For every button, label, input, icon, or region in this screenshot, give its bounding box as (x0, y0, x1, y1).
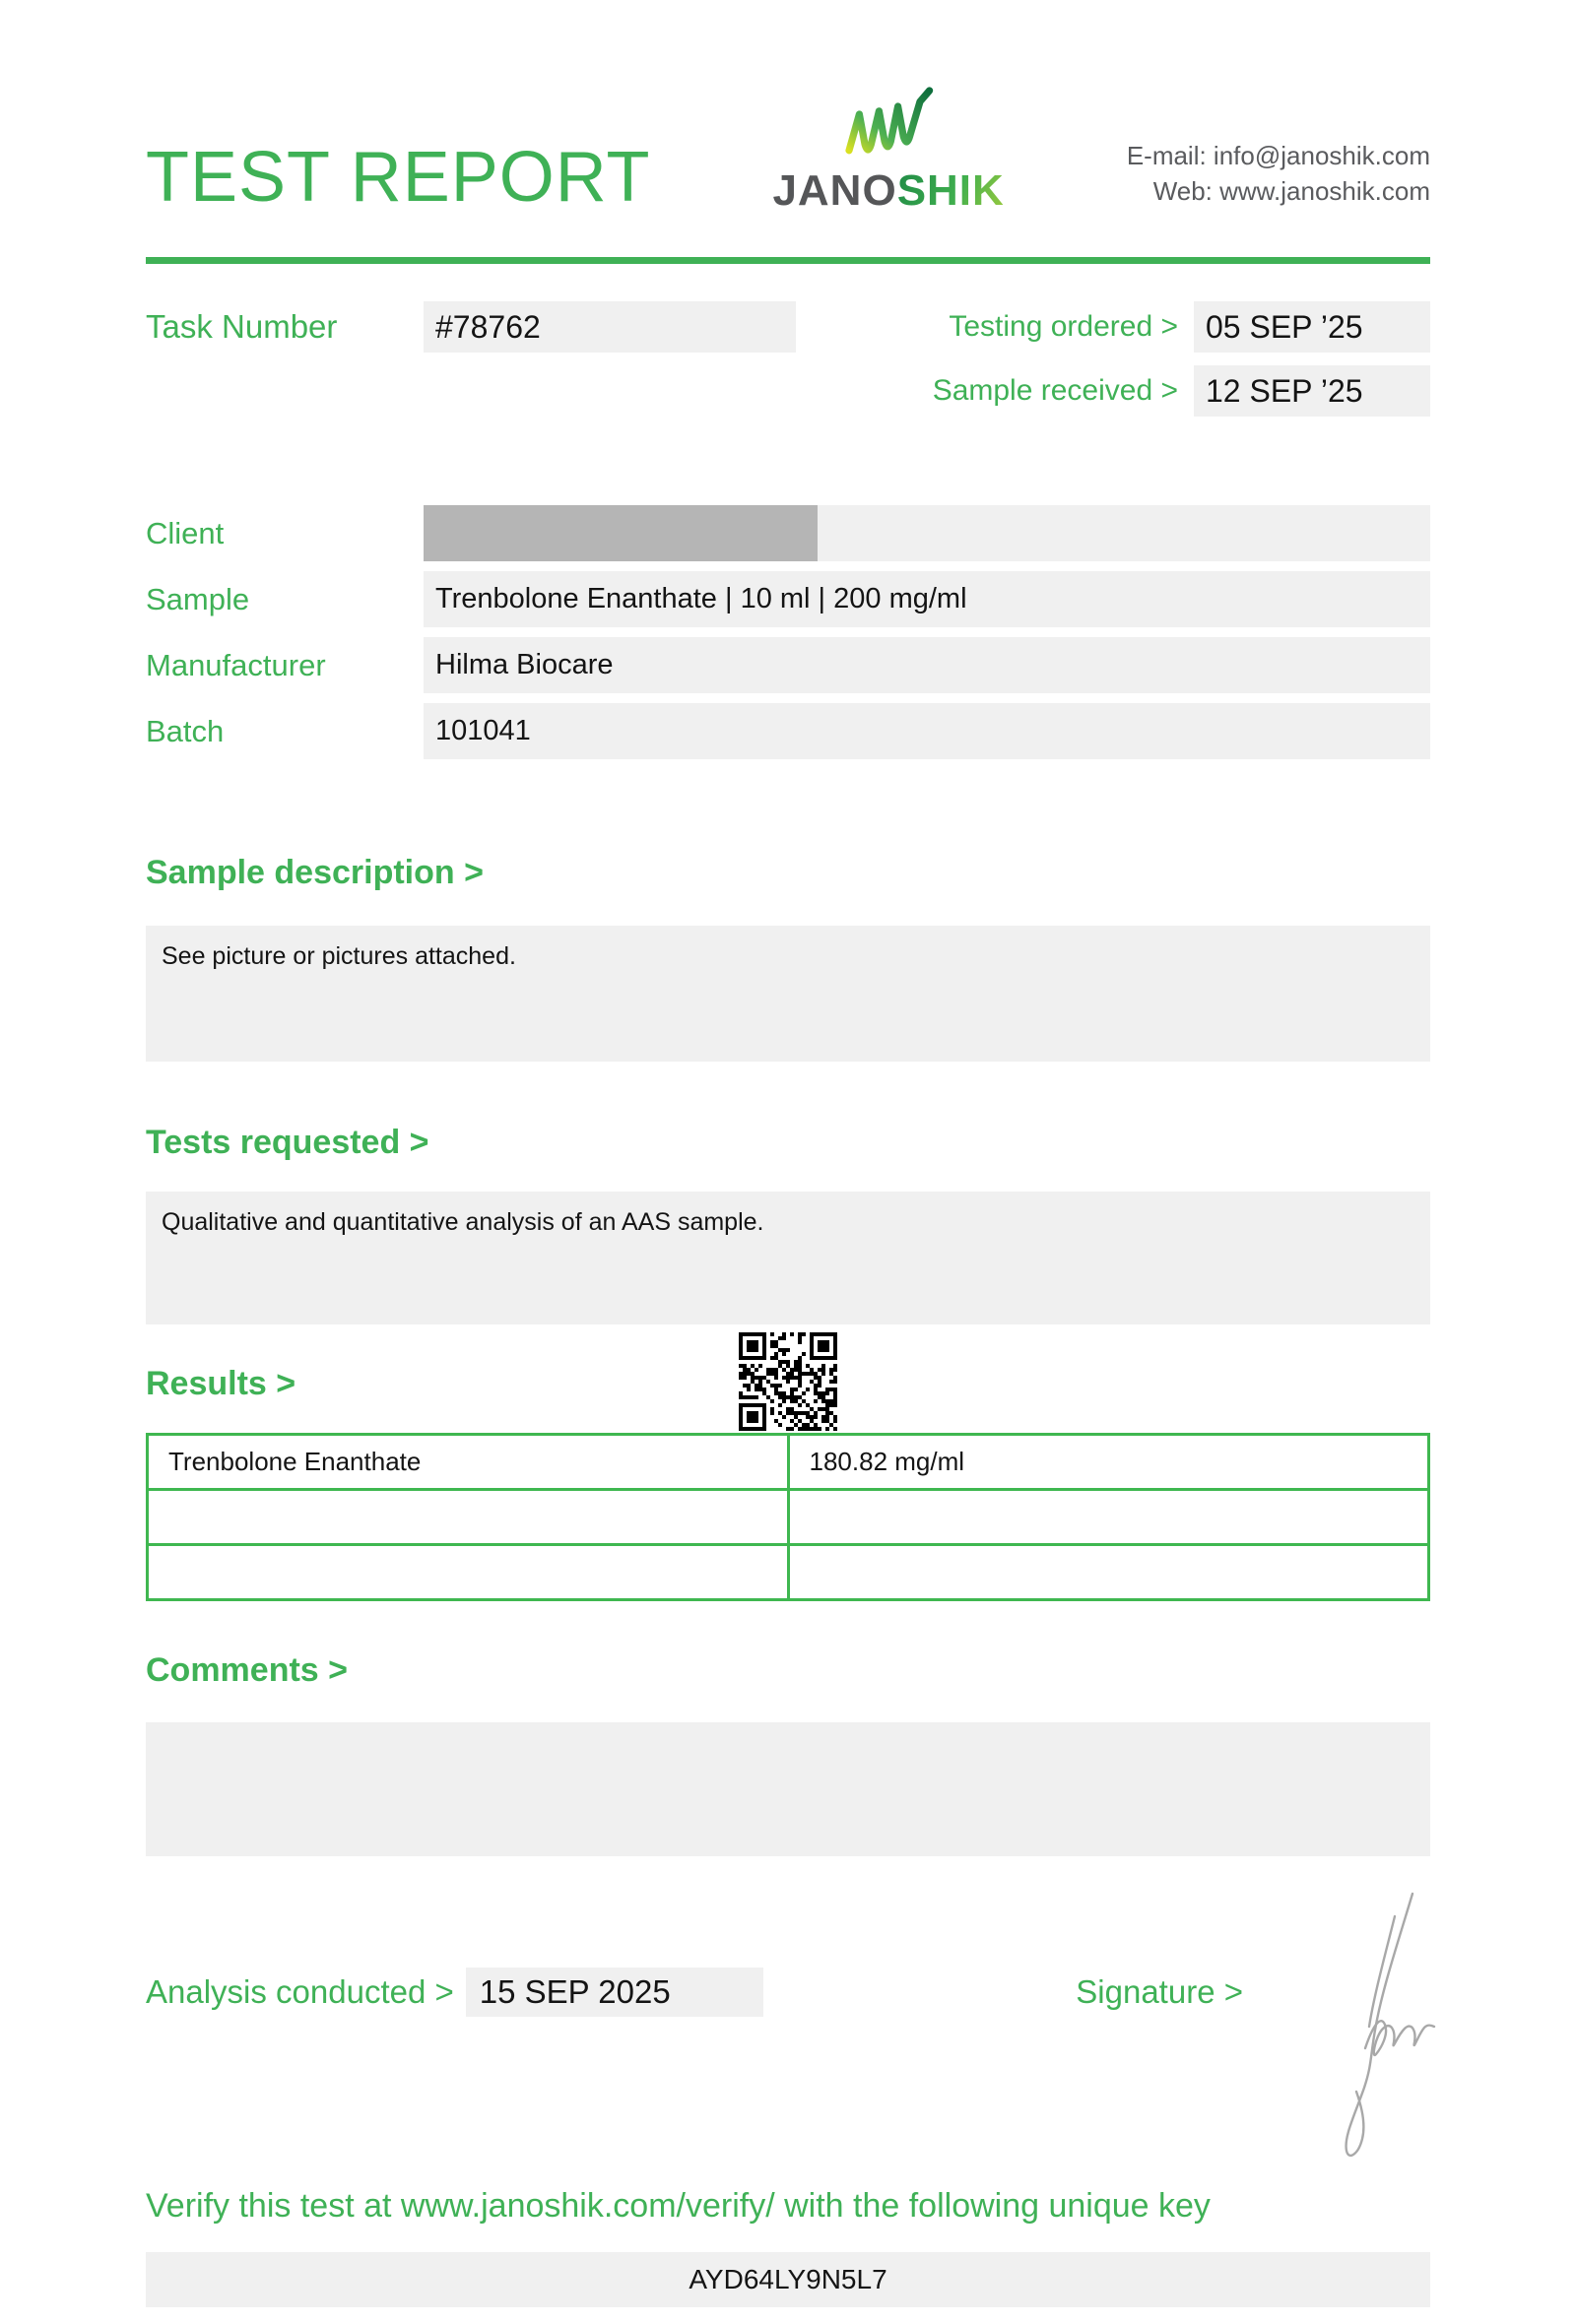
logo-word-green: SHIK (896, 166, 1005, 215)
sample-description-box: See picture or pictures attached. (146, 926, 1430, 1062)
client-label: Client (146, 516, 225, 550)
task-number-label: Task Number (146, 308, 338, 345)
results-row (148, 1435, 1429, 1490)
signature-image (1316, 1889, 1436, 2169)
results-row (148, 1490, 1429, 1545)
sample-description-heading: Sample description > (146, 854, 484, 891)
analysis-date-value: 15 SEP 2025 (466, 1968, 763, 2017)
manufacturer-value: Hilma Biocare (424, 637, 1430, 693)
client-row (146, 505, 1430, 561)
client-redaction-box (424, 505, 818, 561)
tests-requested-box: Qualitative and quantitative analysis of an AAS sample. (146, 1192, 1430, 1324)
batch-row (146, 703, 1430, 759)
batch-label: Batch (146, 714, 225, 748)
analysis-conducted-label: Analysis conducted > (146, 1973, 454, 2010)
growth-chart-icon (841, 81, 936, 163)
verify-instruction: Verify this test at www.janoshik.com/verify/ with the following unique key (146, 2187, 1211, 2225)
comments-heading: Comments > (146, 1651, 348, 1689)
email-line: E-mail: info@janoshik.com (1126, 141, 1430, 170)
sample-received-label: Sample received > (932, 374, 1178, 407)
results-section (146, 1364, 1430, 1601)
batch-value: 101041 (424, 703, 1430, 759)
result-value-cell (788, 1545, 1429, 1600)
logo-wordmark (772, 166, 1005, 215)
results-table (146, 1433, 1430, 1601)
janoshik-logo (772, 81, 1004, 213)
header-divider (146, 257, 1430, 264)
page-title: TEST REPORT (146, 138, 651, 217)
tests-requested-heading: Tests requested > (146, 1124, 429, 1161)
sample-value: Trenbolone Enanthate | 10 ml | 200 mg/ml (424, 571, 1430, 627)
contact-block (1127, 138, 1430, 213)
web-line: Web: www.janoshik.com (1152, 176, 1430, 206)
logo-word-dark: JANO (772, 166, 897, 215)
result-value-cell: 180.82 mg/ml (788, 1435, 1429, 1490)
report-header (146, 79, 1430, 217)
unique-key-box: AYD64LY9N5L7 (146, 2252, 1430, 2307)
client-value (424, 505, 1430, 561)
qr-code (739, 1332, 837, 1431)
sample-details-section (146, 505, 1430, 759)
analysis-section (146, 1968, 1430, 2017)
results-row (148, 1545, 1429, 1600)
sample-received-date: 12 SEP ’25 (1194, 365, 1430, 417)
testing-ordered-date: 05 SEP ’25 (1194, 301, 1430, 353)
dates-block (933, 301, 1430, 417)
manufacturer-label: Manufacturer (146, 648, 326, 682)
sample-received-row (933, 365, 1430, 417)
signature-label: Signature > (1076, 1973, 1243, 2010)
sample-row (146, 571, 1430, 627)
results-heading: Results > (146, 1365, 296, 1402)
sample-label: Sample (146, 582, 250, 616)
result-substance-cell (148, 1545, 789, 1600)
task-section (146, 301, 1430, 417)
testing-ordered-label: Testing ordered > (949, 310, 1178, 343)
testing-ordered-row (933, 301, 1430, 353)
result-value-cell (788, 1490, 1429, 1545)
task-number-value: #78762 (424, 301, 796, 353)
comments-box (146, 1722, 1430, 1856)
manufacturer-row (146, 637, 1430, 693)
result-substance-cell (148, 1490, 789, 1545)
result-substance-cell: Trenbolone Enanthate (148, 1435, 789, 1490)
